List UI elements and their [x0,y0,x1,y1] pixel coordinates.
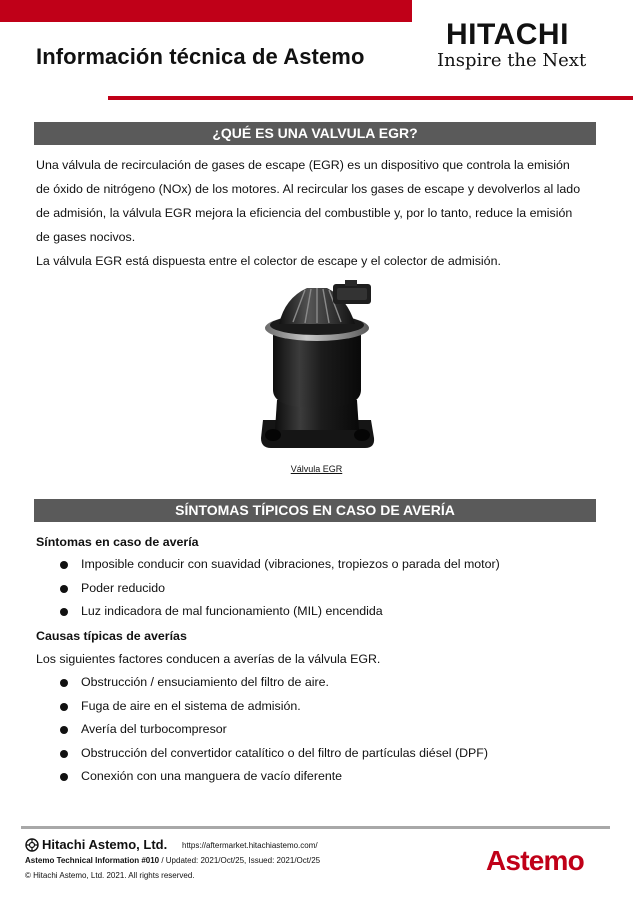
footer-divider [21,826,610,829]
bullet-icon [60,726,68,734]
document-title: Información técnica de Astemo [36,44,365,69]
list-item: Imposible conducir con suavidad (vibraciones, tropiezos o parada del motor) [60,553,500,577]
causes-title: Causas típicas de averías [36,629,187,643]
header-divider [108,96,633,100]
hitachi-tagline: Inspire the Next [437,50,587,71]
list-item: Poder reducido [60,577,500,601]
astemo-logo: Astemo [486,845,584,876]
location-paragraph: La válvula EGR está dispuesta entre el colector de escape y el colector de admisión. [36,254,501,268]
list-item: Conexión con una manguera de vacío diferente [60,765,488,789]
bullet-icon [60,750,68,758]
header-red-bar [0,0,412,22]
bullet-icon [60,608,68,616]
list-item: Avería del turbocompresor [60,718,488,742]
footer-doc-info [25,856,320,865]
hitachi-mark-icon [25,838,39,852]
list-item: Luz indicadora de mal funcionamiento (MIL) encendida [60,600,500,624]
list-item: Obstrucción / ensuciamiento del filtro de aire. [60,671,488,695]
doc-id: Astemo Technical Information #010 [25,856,160,865]
bullet-icon [60,561,68,569]
symptoms-list [60,553,500,624]
causes-intro: Los siguientes factores conducen a averías de la válvula EGR. [36,652,381,666]
footer-company [25,837,167,852]
intro-paragraph [36,153,601,249]
intro-line: Una válvula de recirculación de gases de escape (EGR) es un dispositivo que controla la emisión [36,158,570,172]
doc-dates: / Updated: 2021/Oct/25, Issued: 2021/Oct/25 [159,856,321,865]
footer-copyright: © Hitachi Astemo, Ltd. 2021. All rights reserved. [25,871,195,880]
section-heading-symptoms: SÍNTOMAS TÍPICOS EN CASO DE AVERÍA [34,499,596,522]
intro-line: de admisión, la válvula EGR mejora la eficiencia del combustible y, por lo tanto, reduce la emisión [36,206,573,220]
list-item: Fuga de aire en el sistema de admisión. [60,695,488,719]
bullet-icon [60,679,68,687]
footer-url[interactable]: https://aftermarket.hitachiastemo.com/ [182,841,318,850]
intro-line: de gases nocivos. [36,230,136,244]
section-heading-what-is-egr: ¿QUÉ ES UNA VALVULA EGR? [34,122,596,145]
hitachi-logo: HITACHI [446,18,569,51]
footer-company-name: Hitachi Astemo, Ltd. [42,837,168,852]
bullet-icon [60,585,68,593]
figure-caption: Válvula EGR [290,464,343,474]
intro-line: de óxido de nitrógeno (NOx) de los motores. Al recircular los gases de escape y devolverlos al lado [36,182,581,196]
symptoms-title: Síntomas en caso de avería [36,535,199,549]
egr-valve-image [255,280,380,450]
bullet-icon [60,703,68,711]
list-item: Obstrucción del convertidor catalítico o del filtro de partículas diésel (DPF) [60,742,488,766]
bullet-icon [60,773,68,781]
causes-list [60,671,488,789]
